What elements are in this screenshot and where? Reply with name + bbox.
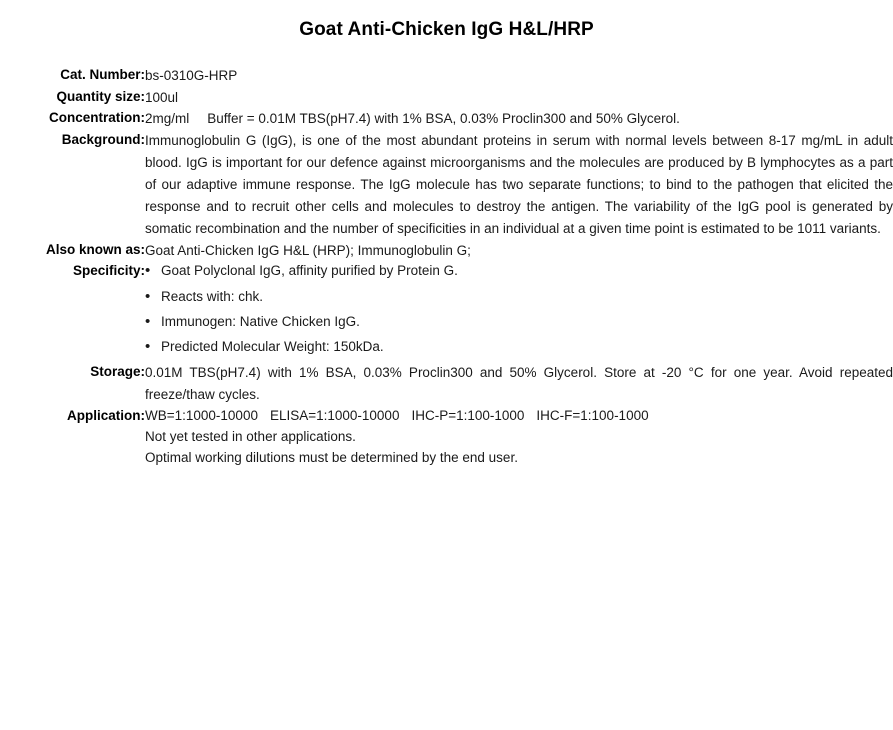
concentration-value — [145, 108, 893, 130]
background-value: Immunoglobulin G (IgG), is one of the most abundant proteins in serum with normal levels between 8-17 mg/mL in adult blood. IgG is important for our defence against microorganisms and the molecules are produced by B lymphocytes as a part of our adaptive immune response. The IgG molecule has two separate functions; to bind to the pathogen that elicited the response and to recruit other cells and molecules to destroy the antigen. The variability of the IgG pool is generated by somatic recombination and the number of specificities in an individual at a given time point is estimated to be 1011 variants. — [145, 133, 893, 236]
table-row-concentration — [0, 108, 893, 130]
concentration-label: Concentration: — [49, 110, 145, 126]
datasheet-page — [0, 18, 893, 730]
table-row-storage — [0, 362, 893, 406]
background-label: Background: — [61, 132, 145, 148]
list-item: • Immunogen: Native Chicken IgG. — [145, 312, 893, 332]
application-note-2: Optimal working dilutions must be determined by the end user. — [145, 449, 518, 465]
table-row-cat-number — [0, 65, 893, 87]
concentration-primary-value: 2mg/ml — [145, 111, 190, 127]
application-label: Application: — [67, 408, 145, 424]
also-known-as-value: Goat Anti-Chicken IgG H&L (HRP); Immunoglobulin G; — [145, 242, 471, 258]
table-row-specificity — [0, 261, 893, 362]
specificity-list — [145, 261, 893, 357]
application-note-1: Not yet tested in other applications. — [145, 429, 356, 445]
table-row-application — [0, 406, 893, 469]
storage-value: 0.01M TBS(pH7.4) with 1% BSA, 0.03% Proclin300 and 50% Glycerol. Store at -20 °C for one year. Avoid repeated freeze/thaw cycles. — [145, 365, 893, 403]
list-item: • Predicted Molecular Weight: 150kDa. — [145, 337, 893, 357]
specificity-label: Specificity: — [72, 263, 145, 279]
storage-label: Storage: — [90, 364, 145, 380]
table-row-quantity-size — [0, 87, 893, 109]
table-row-also-known-as — [0, 240, 893, 262]
cat-number-value: bs-0310G-HRP — [145, 67, 238, 83]
page-title: Goat Anti-Chicken IgG H&L/HRP — [299, 19, 594, 40]
dilution-ihc-p: IHC-P=1:100-1000 — [411, 408, 525, 424]
quantity-size-label: Quantity size: — [56, 88, 145, 104]
application-value — [145, 406, 893, 469]
list-item: • Goat Polyclonal IgG, affinity purified by Protein G. — [145, 261, 893, 281]
specification-table — [0, 65, 893, 469]
dilution-wb: WB=1:1000-10000 — [145, 408, 258, 424]
dilution-elisa: ELISA=1:1000-10000 — [269, 408, 400, 424]
dilution-ihc-f: IHC-F=1:100-1000 — [536, 408, 649, 424]
cat-number-label: Cat. Number: — [60, 66, 145, 82]
also-known-as-label: Also known as: — [45, 241, 145, 257]
concentration-buffer-value: Buffer = 0.01M TBS(pH7.4) with 1% BSA, 0.03% Proclin300 and 50% Glycerol. — [207, 111, 680, 127]
specificity-value — [145, 261, 893, 362]
list-item: • Reacts with: chk. — [145, 287, 893, 307]
application-dilutions — [145, 406, 893, 427]
quantity-size-value: 100ul — [145, 89, 179, 105]
table-row-background — [0, 130, 893, 239]
